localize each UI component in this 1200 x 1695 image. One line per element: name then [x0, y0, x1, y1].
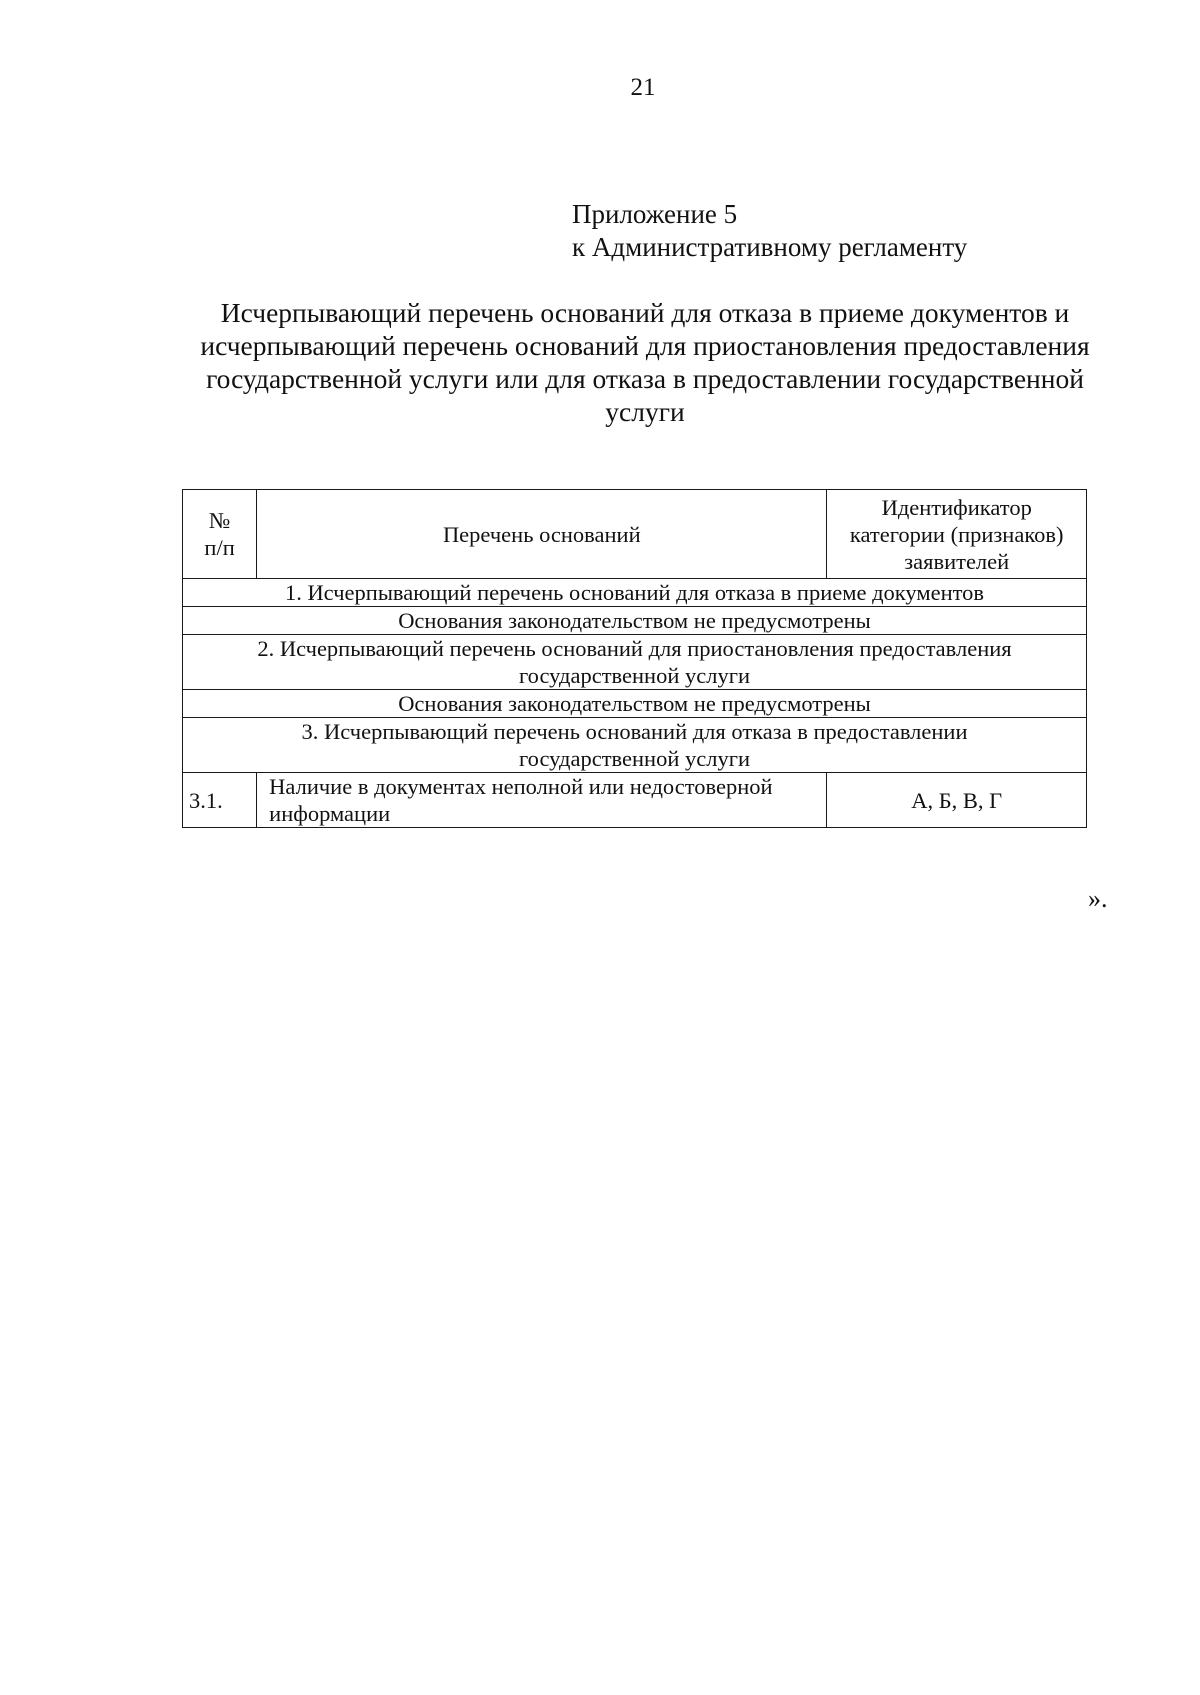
section-3-heading-row [183, 718, 1087, 773]
row-text-cell [257, 773, 827, 828]
row-text-line-1: Наличие в документах неполной или недостоверной [269, 774, 773, 799]
section-1-note [183, 607, 1087, 635]
row-number-cell [183, 773, 257, 828]
section-2-heading-row [183, 635, 1087, 690]
header-number-abbrev: п/п [204, 535, 235, 560]
section-2-note [183, 690, 1087, 718]
closing-quote: ». [1088, 884, 1108, 913]
row-number: 3.1. [189, 787, 223, 813]
row-categories: А, Б, В, Г [911, 787, 1003, 813]
row-categories-cell [827, 773, 1087, 828]
document-title [170, 296, 1120, 428]
header-list-label: Перечень оснований [442, 521, 641, 547]
row-text-line-2: информации [269, 801, 391, 826]
appendix-caption [572, 198, 967, 264]
section-3-heading [183, 718, 1087, 773]
section-1-heading-row [183, 579, 1087, 607]
section-2-heading-line-2: государственной услуги [519, 663, 750, 688]
section-3-heading-line-2: государственной услуги [519, 746, 750, 771]
section-1-heading [183, 579, 1087, 607]
section-2-note-text: Основания законодательством не предусмотрены [398, 691, 871, 716]
table-row [183, 773, 1087, 828]
table-header-row [183, 490, 1087, 579]
section-2-heading-line-1: 2. Исчерпывающий перечень оснований для приостановления предоставления [257, 636, 1012, 661]
appendix-line-2: к Административному регламенту [572, 232, 968, 262]
title-line-2: исчерпывающий перечень оснований для приостановления предоставления [200, 330, 1090, 361]
title-line-1: Исчерпывающий перечень оснований для отказа в приеме документов и [220, 297, 1070, 328]
section-1-note-text: Основания законодательством не предусмотрены [398, 608, 871, 633]
section-1-note-row [183, 607, 1087, 635]
header-number-sign: № [208, 508, 231, 533]
header-number-cell [183, 490, 257, 579]
header-identifier-line-2: категории (признаков) [849, 521, 1064, 547]
grounds-table [182, 489, 1087, 828]
header-identifier-cell [827, 490, 1087, 579]
section-3-heading-line-1: 3. Исчерпывающий перечень оснований для отказа в предоставлении [301, 719, 968, 744]
section-2-heading [183, 635, 1087, 690]
header-identifier-line-3: заявителей [904, 548, 1010, 574]
section-1-heading-text: 1. Исчерпывающий перечень оснований для отказа в приеме документов [284, 580, 985, 605]
section-2-note-row [183, 690, 1087, 718]
appendix-line-1: Приложение 5 [572, 199, 738, 229]
header-list-cell [257, 490, 827, 579]
header-identifier-line-1: Идентификатор [881, 494, 1032, 520]
title-line-4: услуги [605, 396, 685, 427]
page-number: 21 [630, 74, 656, 101]
title-line-3: государственной услуги или для отказа в предоставлении государственной [206, 363, 1084, 394]
